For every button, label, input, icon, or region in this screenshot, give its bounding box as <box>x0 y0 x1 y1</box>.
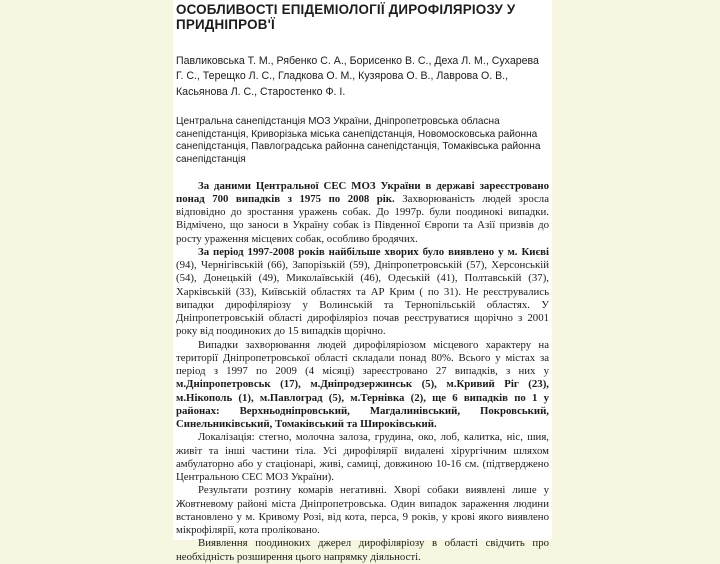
paper-content <box>176 2 549 564</box>
paragraph-text: м.Дніпропетровськ (17), м.Дніпродзержинськ (5), м.Кривий Ріг (23), м.Нікополь (1), м.Павлоград (5), м.Тернівка (2), ще 6 випадків по 1 у районах: Верхньодніпровський, Магдалинівський, Покровський, Синельниківський, Томаківський та Широківський. <box>176 378 549 431</box>
paragraph-text: Виявлення поодиноких джерел дирофіляріозу в області свідчить про необхідність розширення цього напрямку діяльності. <box>176 537 549 563</box>
paragraph <box>176 180 549 246</box>
paragraph-text: Локалізація: стегно, молочна залоза, грудина, око, лоб, калитка, ніс, шия, живіт та інші частини тіла. Усі дирофілярії видалені хірургічним шляхом амбулаторно або у стаціонарі, живі, самиці, довжиною 10-16 см. (підтверджено Центральною СЕС МОЗ України). <box>176 431 549 484</box>
affiliation: Центральна санепідстанція МОЗ України, Дніпропетровська обласна санепідстанція, Криворізька міська санепідстанція, Новомосковська районна санепідстанція, Павлоградська районна санепідстанція, Томаківська районна санепідстанція <box>176 115 541 165</box>
author-list: Павликовська Т. М., Рябенко С. А., Борисенко В. С., Деха Л. М., Сухарева Г. С., Терещко Л. С., Гладкова О. М., Кузярова О. В., Лаврова О. В., Касьянова Л. С., Старостенко Ф. І. <box>176 55 539 98</box>
paragraph <box>176 431 549 484</box>
paper-title: ОСОБЛИВОСТІ ЕПІДЕМІОЛОГІЇ ДИРОФІЛЯРІОЗУ У ПРИДНІПРОВ'Ї <box>176 2 516 32</box>
paragraph-lead: Випадки захворювання людей дирофіляріозом місцевого характеру на території Дніпропетровської області складали понад 80%. Всього у містах за період з 1997 по 2009 (4 місяці) зареєстровано 27 випадків, з них у <box>176 338 549 378</box>
paper-body <box>176 180 549 564</box>
paragraph <box>176 246 549 339</box>
paragraph-lead: За період 1997-2008 років найбільше хворих було виявлено у м. Києві <box>198 245 549 258</box>
paragraph-text: Результати розтину комарів негативні. Хворі собаки виявлені лише у Жовтневому районі міста Дніпропетровська. Один випадок зараження людини встановлено у м. Кривому Розі, від кота, перса, 9 років, у крові якого виявлено мікрофілярії, кота пролікованo. <box>176 484 549 537</box>
document-page <box>173 0 552 563</box>
paragraph-lead: За даними Центральної СЕС МОЗ України в державі зареєстровано понад 700 випадків з 1975 по 2008 рік. <box>176 179 549 205</box>
paragraph-text: Захворюваність людей зросла відповідно до зростання уражень собак. До 1997р. були поодинокі випадки. Відмічено, що заноси в Україну собак із Південної Європи та Азії призвів до росту ураження місцевих собак, особливо бродячих. <box>176 192 549 245</box>
paragraph <box>176 339 549 432</box>
paragraph-text: (94), Чернігівській (66), Запорізькій (59), Дніпропетровській (57), Херсонській (54), Донецькій (49), Миколаївській (46), Одеській (41), Полтавській (37), Харківській (33), Київській областях та АР Крим ( по 31). Не реєструвались випадки дирофіляріозу у Волинській та Тернопільській областях. У Дніпропетровській області дирофіляріоз почав реєструватися щорічно з 2001 року від поодиноких до 15 випадків щорічно. <box>176 259 549 338</box>
paragraph <box>176 537 549 564</box>
paragraph <box>176 484 549 537</box>
